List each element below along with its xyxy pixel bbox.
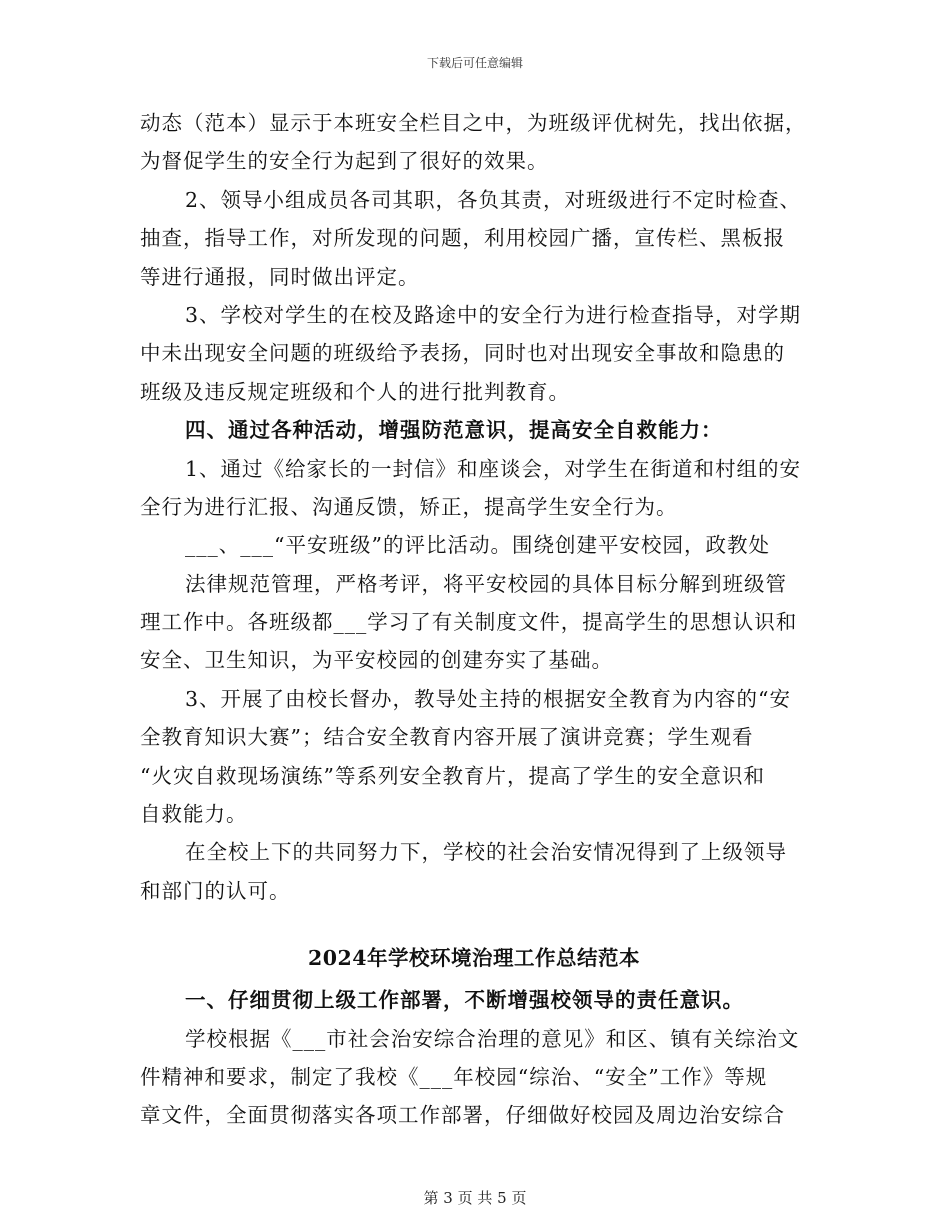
paragraph-line: 安全、卫生知识，为平安校园的创建夯实了基础。 [140,648,613,673]
paragraph-line: 全行为进行汇报、沟通反馈，矫正，提高学生安全行为。 [140,494,678,519]
page-footer: 第 3 页 共 5 页 [423,1189,527,1207]
paragraph-line: 1、通过《给家长的一封信》和座谈会，对学生在街道和村组的安 [185,456,802,481]
paragraph-line: 中未出现安全问题的班级给予表扬，同时也对出现安全事故和隐患的 [140,341,785,366]
paragraph-line: 3、开展了由校长督办，教导处主持的根据安全教育为内容的“安 [185,686,792,711]
page-header: 下载后可任意编辑 [426,56,523,70]
paragraph-line: 法律规范管理，严格考评，将平安校园的具体目标分解到班级管 [185,571,787,596]
paragraph-line: 动态（范本）显示于本班安全栏目之中，为班级评优树先，找出依据， [140,111,807,135]
paragraph-line: 班级及违反规定班级和个人的进行批判教育。 [140,379,570,404]
paragraph-line: 学校根据《___市社会治安综合治理的意见》和区、镇有关综治文 [185,1026,800,1051]
paragraph-line: 全教育知识大赛”；结合安全教育内容开展了演讲竞赛；学生观看 [140,725,754,750]
document-title: 2024年学校环境治理工作总结范本 [307,946,641,971]
paragraph-line: 3、学校对学生的在校及路途中的安全行为进行检查指导，对学期 [185,302,802,327]
paragraph-line: 2、领导小组成员各司其职，各负其责，对班级进行不定时检查、 [185,187,802,212]
paragraph-line: ___、___“平安班级”的评比活动。围绕创建平安校园，政教处 [185,533,770,558]
paragraph-line: 和部门的认可。 [140,878,291,903]
paragraph-line: 在全校上下的共同努力下，学校的社会治安情况得到了上级领导 [185,840,787,865]
document-body [140,104,808,1135]
paragraph-line: 抽查，指导工作，对所发现的问题，利用校园广播，宣传栏、黑板报 [140,226,785,251]
paragraph-line: 为督促学生的安全行为起到了很好的效果。 [140,149,549,174]
paragraph-line: 章文件，全面贯彻落实各项工作部署，仔细做好校园及周边治安综合 [140,1103,785,1128]
section-heading: 四、通过各种活动，增强防范意识，提高安全自救能力： [185,418,723,443]
paragraph-line: 件精神和要求，制定了我校《___年校园“综治、“安全”工作》等规 [140,1064,768,1089]
paragraph-line: 自救能力。 [140,802,248,827]
paragraph-line: 理工作中。各班级都___学习了有关制度文件，提高学生的思想认识和 [140,610,798,635]
paragraph-line: “火灾自救现场演练”等系列安全教育片，提高了学生的安全意识和 [140,763,765,788]
paragraph-line: 等进行通报，同时做出评定。 [140,264,420,289]
section-heading: 一、仔细贯彻上级工作部署，不断增强校领导的责任意识。 [185,988,744,1013]
